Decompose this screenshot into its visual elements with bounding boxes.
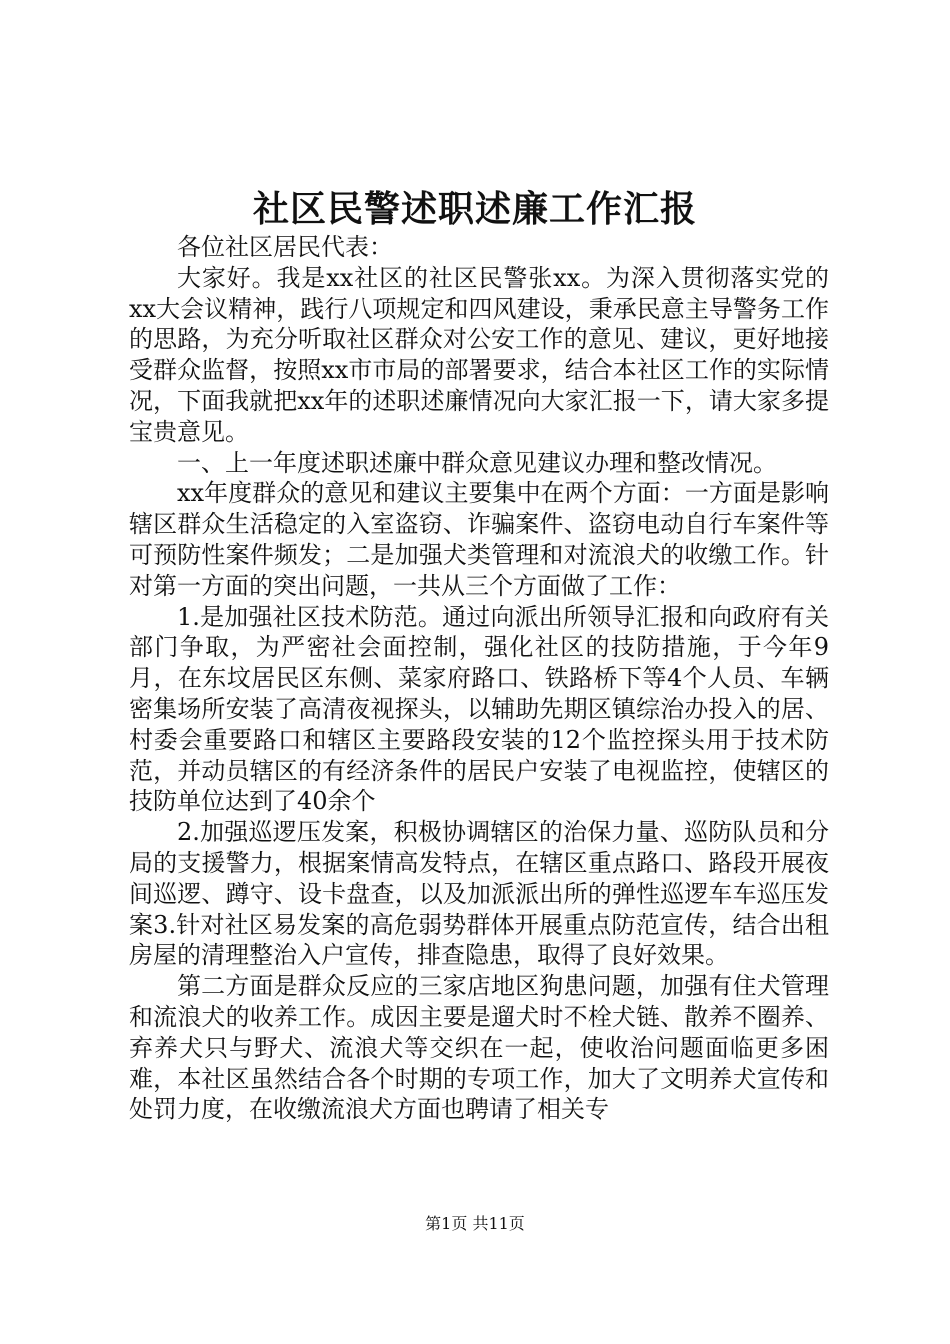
page-number-footer: 第1页 共11页 bbox=[425, 1214, 525, 1233]
body-paragraph: xx年度群众的意见和建议主要集中在两个方面：一方面是影响辖区群众生活稳定的入室盗窃、诈骗案件、盗窃电动自行车案件等可预防性案件频发；二是加强犬类管理和对流浪犬的收缴工作。针对第一方面的突出问题，一共从三个方面做了工作： bbox=[129, 479, 829, 600]
section-heading-paragraph: 一、上一年度述职述廉中群众意见建议办理和整改情况。 bbox=[177, 448, 777, 477]
body-paragraph: 2.加强巡逻压发案，积极协调辖区的治保力量、巡防队员和分局的支援警力，根据案情高发特点，在辖区重点路口、路段开展夜间巡逻、蹲守、设卡盘查，以及加派派出所的弹性巡逻车车巡压发案3.针对社区易发案的高危弱势群体开展重点防范宣传，结合出租房屋的清理整治入户宣传，排查隐患，取得了良好效果。 bbox=[129, 818, 829, 970]
body-paragraph: 第二方面是群众反应的三家店地区狗患问题，加强有住犬管理和流浪犬的收养工作。成因主要是遛犬时不栓犬链、散养不圈养、弃养犬只与野犬、流浪犬等交织在一起，使收治问题面临更多困难，本社区虽然结合各个时期的专项工作，加大了文明养犬宣传和处罚力度，在收缴流浪犬方面也聘请了相关专 bbox=[129, 972, 829, 1124]
salutation-paragraph: 各位社区居民代表： bbox=[177, 233, 393, 261]
document-body bbox=[129, 232, 829, 1125]
body-paragraph: 大家好。我是xx社区的社区民警张xx。为深入贯彻落实党的xx大会议精神，践行八项规定和四风建设，秉承民意主导警务工作的思路，为充分听取社区群众对公安工作的意见、建议，更好地接受群众监督，按照xx市市局的部署要求，结合本社区工作的实际情况，下面我就把xx年的述职述廉情况向大家汇报一下，请大家多提宝贵意见。 bbox=[129, 263, 829, 446]
document-title: 社区民警述职述廉工作汇报 bbox=[252, 188, 697, 230]
body-paragraph: 1.是加强社区技术防范。通过向派出所领导汇报和向政府有关部门争取，为严密社会面控制，强化社区的技防措施，于今年9月，在东坟居民区东侧、菜家府路口、铁路桥下等4个人员、车辆密集场所安装了高清夜视探头，以辅助先期区镇综治办投入的居、村委会重要路口和辖区主要路段安装的12个监控探头用于技术防范，并动员辖区的有经济条件的居民户安装了电视监控，使辖区的技防单位达到了40余个 bbox=[129, 602, 829, 816]
